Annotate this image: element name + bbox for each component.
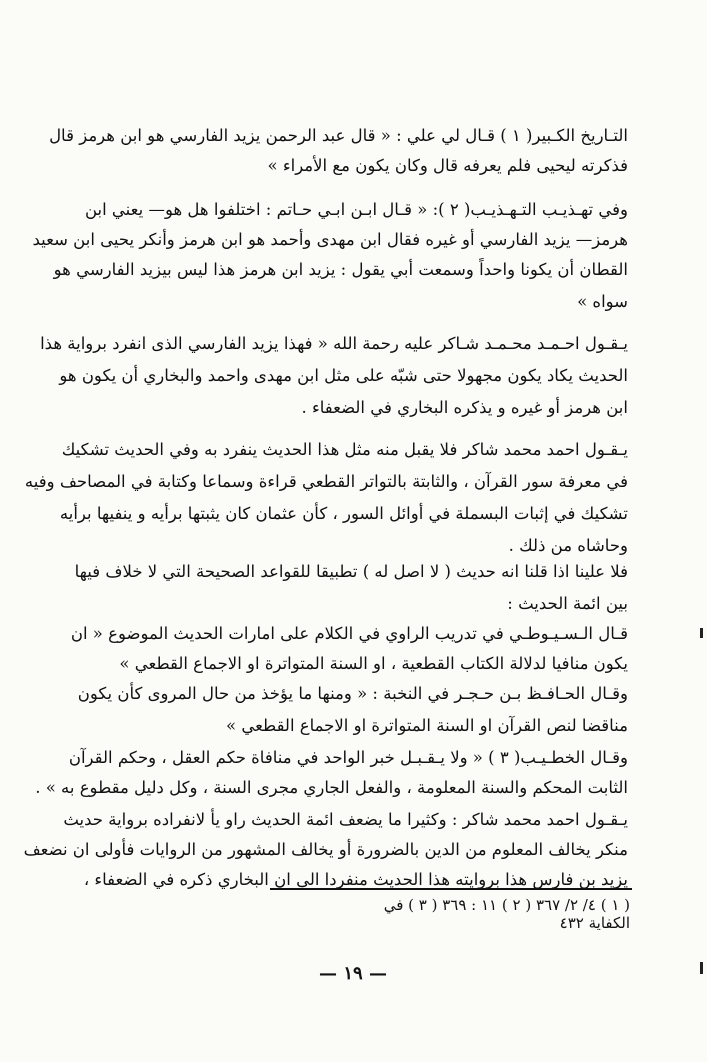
text-line: وقـال الحـافـظ بـن حـجـر في النخبة : « ومنها ما يؤخذ من حال المروى كأن يكون bbox=[77, 684, 628, 703]
margin-mark bbox=[700, 628, 703, 638]
text-line: في معرفة سور القرآن ، والثابتة بالتواتر القطعي قراءة وسماعا وكتابة في المصاحف وفيه bbox=[24, 472, 628, 491]
text-line: الثابت المحكم والسنة المعلومة ، والفعل الجاري مجرى السنة ، وكل دليل مقطوع به » . bbox=[35, 778, 628, 797]
text-line: بين ائمة الحديث : bbox=[507, 594, 628, 613]
text-line: وقـال الخطـيـب( ٣ ) « ولا يـقـبـل خبر الواحد في منافاة حكم العقل ، وحكم القرآن bbox=[68, 748, 628, 767]
text-line: ابن هرمز أو غيره و يذكره البخاري في الضعفاء . bbox=[301, 398, 628, 417]
text-line: وحاشاه من ذلك . bbox=[508, 536, 628, 555]
text-line: وفي تهـذيـب التـهـذيـب( ٢ ): « قـال ابـن ابـي حـاتم : اختلفوا هل هو— يعني ابن bbox=[84, 200, 628, 219]
text-line: فلا علينا اذا قلنا انه حديث ( لا اصل له ) تطبيقا للقواعد الصحيحة التي لا خلاف فيها bbox=[74, 562, 628, 581]
text-line: الحديث يكاد يكون مجهولا حتى شبّه على مثل ابن مهدى واحمد والبخاري أن يكون هو bbox=[59, 366, 628, 385]
text-line: يزيد بن فارس هذا بروايته هذا الحديث منفردا الى ان البخاري ذكره في الضعفاء ، bbox=[83, 870, 628, 889]
text-line: هرمز— يزيد الفارسي أو غيره فقال ابن مهدى وأحمد هو ابن هرمز وأنكر يحيى ابن سعيد bbox=[32, 230, 628, 249]
text-line: منكر يخالف المعلوم من الدين بالضرورة أو يخالف المشهور من الروايات فأولى ان نضعف bbox=[23, 840, 628, 859]
text-line: يـقـول احمد محمد شاكر فلا يقبل منه مثل هذا الحديث ينفرد به وفي الحديث تشكيك bbox=[61, 440, 628, 459]
text-line: يـقـول احـمـد محـمـد شـاكر عليه رحمة الله « فهذا يزيد الفارسي الذى انفرد برواية هذا bbox=[40, 334, 628, 353]
text-line: يكون منافيا لدلالة الكتاب القطعية ، او السنة المتواترة او الاجماع القطعي » bbox=[119, 654, 628, 673]
footnotes: ( ١ ) ٤/ ٢/ ٣٦٧ ( ٢ ) ١١ : ٣٦٩ ( ٣ ) في الكفاية ٤٣٢ bbox=[383, 896, 630, 932]
text-line: قـال الـسـيـوطـي في تدريب الراوي في الكلام على امارات الحديث الموضوع « ان bbox=[70, 624, 628, 643]
page-number: — ١٩ — bbox=[319, 963, 387, 984]
text-line: يـقـول احمد محمد شاكر : وكثيرا ما يضعف ائمة الحديث راو يأ لانفراده برواية حديث bbox=[63, 810, 628, 829]
margin-mark bbox=[700, 962, 703, 974]
text-line: التـاريخ الكـبير( ١ ) قـال لي علي : « قال عبد الرحمن يزيد الفارسي هو ابن هرمز قال bbox=[49, 126, 628, 145]
text-line: مناقضا لنص القرآن او السنة المتواترة او الاجماع القطعي » bbox=[225, 716, 628, 735]
text-line: القطان أن يكونا واحداً وسمعت أبي يقول : يزيد ابن هرمز هذا ليس بيزيد الفارسي هو bbox=[53, 260, 628, 279]
body-text bbox=[23, 126, 628, 916]
text-line: تشكيك في إثبات البسملة في أوائل السور ، كأن عثمان كان يثبتها برأيه و ينفيها برأيه bbox=[59, 504, 628, 523]
text-line: فذكرته ليحيى فلم يعرفه قال وكان يكون مع الأمراء » bbox=[267, 156, 628, 175]
text-line: سواه » bbox=[577, 292, 628, 311]
footnote-separator bbox=[270, 888, 632, 890]
